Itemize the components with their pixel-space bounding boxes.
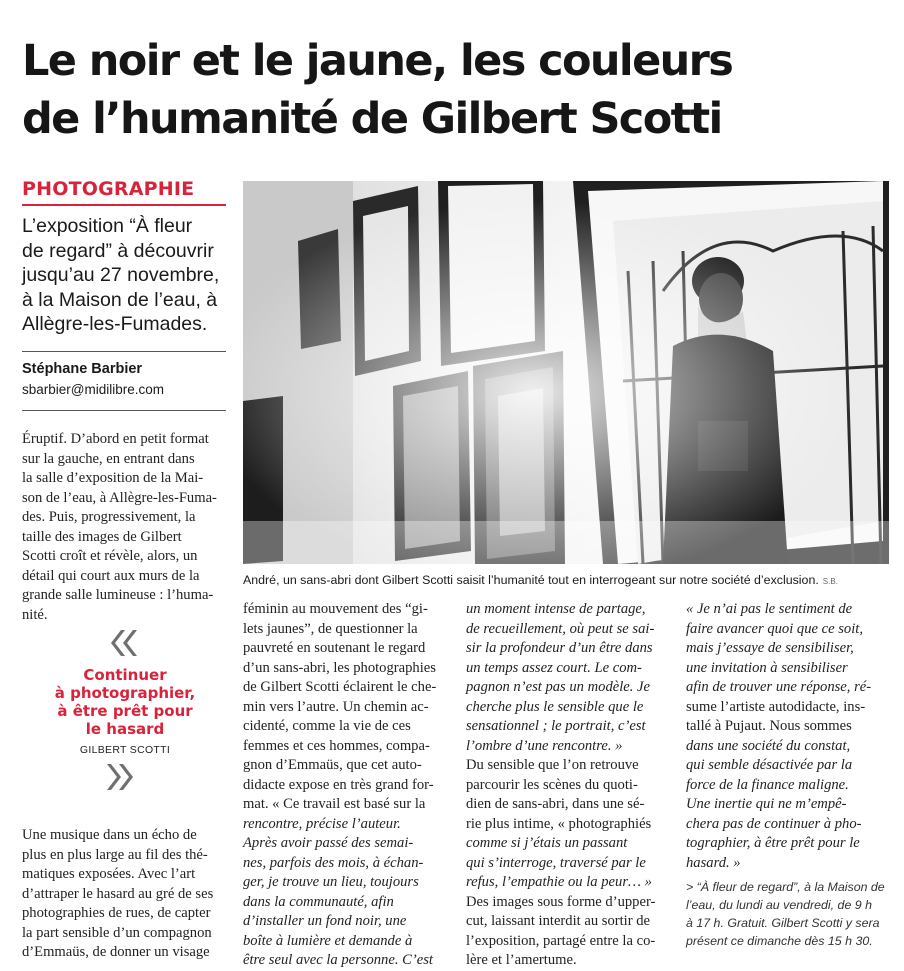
text-line: sensationnel ; le portrait, c’est: [466, 718, 646, 734]
standfirst-line: Allègre-les-Fumades.: [22, 313, 208, 335]
byline-divider-top: [22, 351, 226, 352]
text-line: détail qui court aux murs de la: [22, 567, 200, 584]
exhibition-photo: [243, 181, 889, 564]
text-line: lère et l’amertume.: [466, 952, 577, 968]
text-line: « Je n’ai pas le sentiment de: [686, 601, 853, 617]
text-line: afin de trouver une réponse, ré-: [686, 679, 872, 695]
text-line: taille des images de Gilbert: [22, 528, 182, 545]
text-line: cherche plus le sensible que le: [466, 698, 644, 715]
practical-info: [686, 878, 890, 950]
standfirst-line: jusqu’au 27 novembre,: [22, 264, 220, 286]
text-line: sir la profondeur d’un être dans: [466, 640, 653, 656]
text-line: gnon d’Emmaüs, que cet auto-: [243, 757, 422, 773]
text-line: de recueillement, où peut se sai-: [466, 620, 655, 637]
info-line: > “À fleur de regard”, à la Maison de: [686, 880, 885, 894]
text-line: d’un sans-abri, les photographies: [243, 659, 436, 676]
text-line: rencontre, précise l’auteur.: [243, 815, 401, 832]
section-kicker: PHOTOGRAPHIE: [22, 178, 195, 200]
text-line: dans une société du constat,: [686, 737, 851, 754]
text-line: grande salle lumineuse : l’huma-: [22, 587, 214, 603]
text-line: boîte à lumière et demande à: [243, 932, 413, 949]
gallery-photo-illustration: [243, 181, 889, 564]
kicker-rule: [22, 204, 226, 206]
text-line: pagnon n’est pas un modèle. Je: [466, 679, 651, 695]
headline: [22, 32, 892, 148]
text-line: min vers l’autre. Un chemin ac-: [243, 698, 429, 715]
text-line: sur la gauche, en entrant dans: [22, 450, 195, 467]
text-line: son de l’eau, à Allègre-les-Fuma-: [22, 489, 217, 506]
text-line: photographies de rues, de capter: [22, 905, 211, 921]
byline-divider-bottom: [22, 410, 226, 411]
text-line: un moment intense de partage,: [466, 601, 646, 617]
text-line: comme si j’étais un passant: [466, 835, 628, 851]
text-line: cut, laissant interdit au sortir de: [466, 913, 650, 929]
text-line: dien de sans-abri, dans une sé-: [466, 796, 645, 812]
text-line: d’Emmaüs, de donner un visage: [22, 944, 210, 960]
quote-close-icon: [107, 762, 137, 792]
standfirst-line: à la Maison de l’eau, à: [22, 288, 218, 311]
text-line: d’installer un fond noir, une: [243, 913, 407, 929]
text-line: la salle d’exposition de la Mai-: [22, 470, 204, 486]
text-line: ger, je trouve un lieu, toujours: [243, 874, 419, 890]
text-line: tographier, à être prêt pour le: [686, 835, 860, 851]
text-line: pauvreté en soutenant le regard: [243, 640, 426, 656]
text-line: Une musique dans un écho de: [22, 827, 197, 843]
text-line: mais j’essaye de sensibiliser,: [686, 640, 854, 656]
standfirst-line: de regard” à découvrir: [22, 239, 214, 262]
text-line: féminin au mouvement des “gi-: [243, 601, 428, 617]
text-line: sume l’artiste autodidacte, ins-: [686, 698, 866, 715]
text-line: une invitation à sensibiliser: [686, 659, 848, 676]
text-line: être seul avec la personne. C’est: [243, 952, 433, 968]
photo-caption: [243, 573, 893, 587]
pull-quote-line: le hasard: [85, 720, 165, 738]
standfirst: [22, 214, 237, 337]
text-line: matiques exposées. Avec l’art: [22, 866, 196, 882]
text-line: Du sensible que l’on retrouve: [466, 757, 639, 773]
text-line: force de la finance maligne.: [686, 776, 849, 793]
text-line: l’exposition, partagé entre la co-: [466, 932, 656, 949]
text-line: mat. « Ce travail est basé sur la: [243, 796, 426, 812]
body-column-1-upper: [22, 430, 228, 625]
text-line: hasard. »: [686, 854, 741, 871]
text-line: refus, l’empathie ou la peur… »: [466, 874, 652, 890]
info-line: à 17 h. Gratuit. Gilbert Scotti y sera: [686, 916, 880, 930]
text-line: Éruptif. D’abord en petit format: [22, 431, 209, 447]
pull-quote-attribution: GILBERT SCOTTI: [79, 744, 171, 756]
body-column-4: [686, 600, 890, 873]
headline-line-1: Le noir et le jaune, les couleurs: [22, 36, 733, 86]
text-line: Des images sous forme d’upper-: [466, 893, 656, 910]
caption-text: André, un sans-abri dont Gilbert Scotti saisit l’humanité tout en interrogeant sur notre société d’exclusion.: [243, 573, 819, 587]
text-line: Scotti croît et révèle, alors, un: [22, 548, 198, 564]
text-line: plus en plus large au fil des thé-: [22, 846, 208, 863]
text-line: chera pas de continuer à pho-: [686, 815, 862, 832]
text-line: dans la communauté, afin: [243, 893, 394, 910]
text-line: nité.: [22, 606, 48, 623]
body-column-1-lower: [22, 826, 228, 963]
text-line: rie plus intime, « photographiés: [466, 815, 652, 832]
headline-line-2: de l’humanité de Gilbert Scotti: [22, 94, 722, 144]
text-line: qui s’interroge, traversé par le: [466, 854, 646, 871]
body-column-3: [466, 600, 672, 971]
pull-quote-text: [22, 666, 228, 738]
text-line: cidenté, comme la vie de ces: [243, 718, 411, 734]
text-line: des. Puis, progressivement, la: [22, 509, 196, 525]
text-line: un temps assez court. Le com-: [466, 659, 642, 676]
text-line: faire avancer quoi que ce soit,: [686, 620, 863, 637]
text-line: Après avoir passé des semai-: [243, 835, 414, 851]
standfirst-line: L’exposition “À fleur: [22, 215, 193, 237]
text-line: qui semble désactivée par la: [686, 757, 853, 773]
quote-open-icon: [107, 628, 137, 658]
pull-quote-line: à photographier,: [54, 684, 196, 702]
author-name: Stéphane Barbier: [22, 361, 143, 377]
author-email[interactable]: sbarbier@midilibre.com: [22, 382, 164, 397]
text-line: de Gilbert Scotti éclairent le che-: [243, 679, 437, 695]
text-line: la part sensible d’un compagnon: [22, 924, 212, 941]
pull-quote-line: Continuer: [83, 666, 167, 684]
body-column-2: [243, 600, 451, 971]
text-line: lets jaunes”, de questionner la: [243, 620, 418, 637]
photo-credit: S.B.: [822, 577, 838, 586]
text-line: l’ombre d’une rencontre. »: [466, 737, 623, 754]
text-line: tallé à Pujaut. Nous sommes: [686, 718, 852, 734]
pull-quote-line: à être prêt pour: [57, 702, 193, 720]
text-line: nes, parfois des mois, à échan-: [243, 854, 424, 871]
text-line: didacte expose en très grand for-: [243, 776, 434, 793]
text-line: d’attraper le hasard au gré de ses: [22, 885, 214, 902]
info-line: présent ce dimanche dès 15 h 30.: [686, 934, 873, 948]
text-line: femmes et ces hommes, compa-: [243, 737, 430, 754]
text-line: parcourir les scènes du quoti-: [466, 776, 638, 793]
text-line: Une inertie qui ne m’empê-: [686, 796, 847, 812]
info-line: l’eau, du lundi au vendredi, de 9 h: [686, 898, 872, 912]
